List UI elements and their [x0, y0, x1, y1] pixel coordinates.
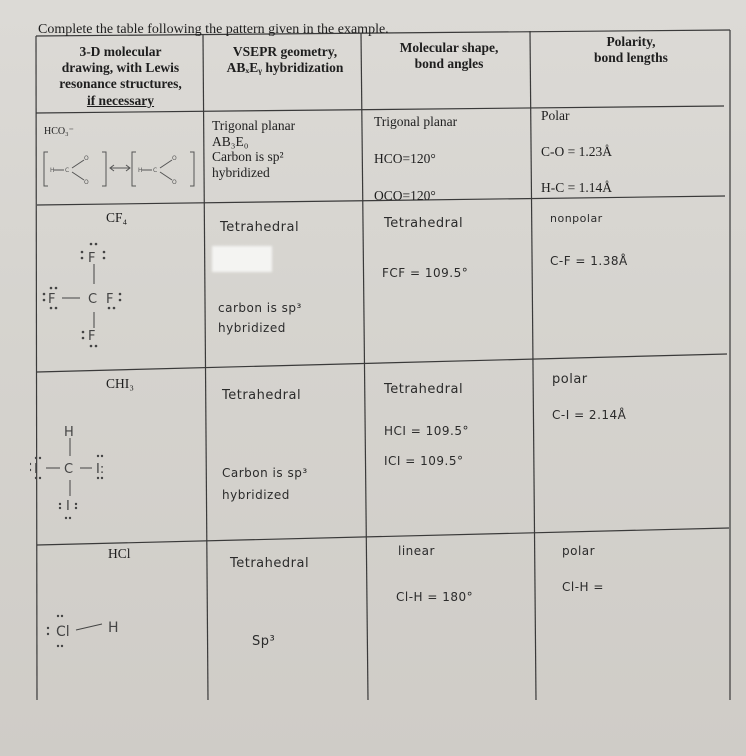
- row4-polarity: polar: [562, 544, 596, 558]
- row2-polarity: nonpolar: [550, 212, 603, 225]
- row1-bond-hc: H-C = 1.14Å: [541, 180, 612, 195]
- row4-bond-clh: Cl-H =: [562, 580, 604, 594]
- svg-text:C: C: [88, 292, 98, 307]
- row1-angle-oco: OCO=120°: [374, 188, 436, 203]
- row2-bond-cf: C-F = 1.38Å: [550, 254, 628, 268]
- row2-lewis-drawing: [36, 236, 146, 360]
- row2-erased-area: [212, 246, 272, 272]
- header-molecular-shape: Molecular shape, bond angles: [399, 40, 499, 72]
- row3-molecule: CHI₃: [106, 376, 134, 391]
- svg-text:H: H: [108, 620, 119, 636]
- row4-vsepr-geometry: Tetrahedral: [230, 556, 310, 571]
- instruction-text: Complete the table following the pattern given in the example.: [38, 22, 389, 37]
- row1-polarity: Polar: [541, 108, 570, 123]
- row1-molecule: HCO₃⁻: [44, 126, 74, 137]
- svg-text:Cl: Cl: [56, 624, 70, 640]
- row1-shape-title: Trigonal planar: [374, 114, 458, 129]
- svg-text:I:: I:: [96, 462, 105, 477]
- svg-text:C: C: [64, 462, 74, 477]
- row1-lewis-resonance-drawing: [40, 140, 200, 200]
- row4-hybridization: Sp³: [252, 634, 276, 649]
- row3-angle-hci: HCI = 109.5°: [384, 424, 469, 438]
- svg-text:H: H: [138, 167, 143, 174]
- svg-text:I: I: [66, 499, 70, 514]
- row3-lewis-drawing: [30, 418, 150, 528]
- row3-shape: Tetrahedral: [384, 382, 464, 397]
- svg-text:F: F: [48, 292, 56, 307]
- header-vsepr: VSEPR geometry, ABₓEᵧ hybridization: [226, 44, 344, 76]
- row3-vsepr-geometry: Tetrahedral: [222, 388, 302, 403]
- row4-lewis-drawing: [44, 610, 144, 650]
- svg-text:F: F: [106, 292, 114, 307]
- row1-bond-co: C-O = 1.23Å: [541, 144, 612, 159]
- row2-shape: Tetrahedral: [384, 216, 464, 231]
- row3-hybridization: Carbon is sp³ hybridized: [222, 466, 308, 502]
- svg-text:H: H: [64, 425, 74, 440]
- svg-text:O: O: [84, 155, 89, 162]
- svg-text:C: C: [153, 167, 158, 174]
- header-polarity: Polarity, bond lengths: [594, 34, 668, 66]
- row1-angle-hco: HCO=120°: [374, 151, 436, 166]
- row1-vsepr: Trigonal planar AB₃E₀ Carbon is sp² hybridized: [212, 118, 296, 180]
- svg-text:I: I: [34, 462, 38, 477]
- row3-angle-ici: ICI = 109.5°: [384, 454, 464, 468]
- svg-text:O: O: [84, 179, 89, 186]
- row3-bond-ci: C-I = 2.14Å: [552, 408, 627, 422]
- row3-polarity: polar: [552, 372, 588, 387]
- row2-angle-fcf: FCF = 109.5°: [382, 266, 469, 280]
- row2-vsepr-geometry: Tetrahedral: [220, 220, 300, 235]
- row2-hybridization: carbon is sp³ hybridized: [218, 301, 302, 335]
- row4-angle-clh: Cl-H = 180°: [396, 590, 474, 604]
- svg-text:O: O: [172, 179, 177, 186]
- svg-text:O: O: [172, 155, 177, 162]
- svg-text:F: F: [88, 251, 96, 266]
- svg-text:C: C: [65, 167, 70, 174]
- row2-molecule: CF₄: [106, 210, 128, 225]
- row4-molecule: HCl: [108, 546, 131, 561]
- header-3d-drawing: 3-D molecular drawing, with Lewis resonance structures, if necessary: [59, 44, 182, 108]
- svg-text:H: H: [50, 167, 55, 174]
- svg-text:F: F: [88, 329, 96, 344]
- row4-shape: linear: [398, 544, 435, 558]
